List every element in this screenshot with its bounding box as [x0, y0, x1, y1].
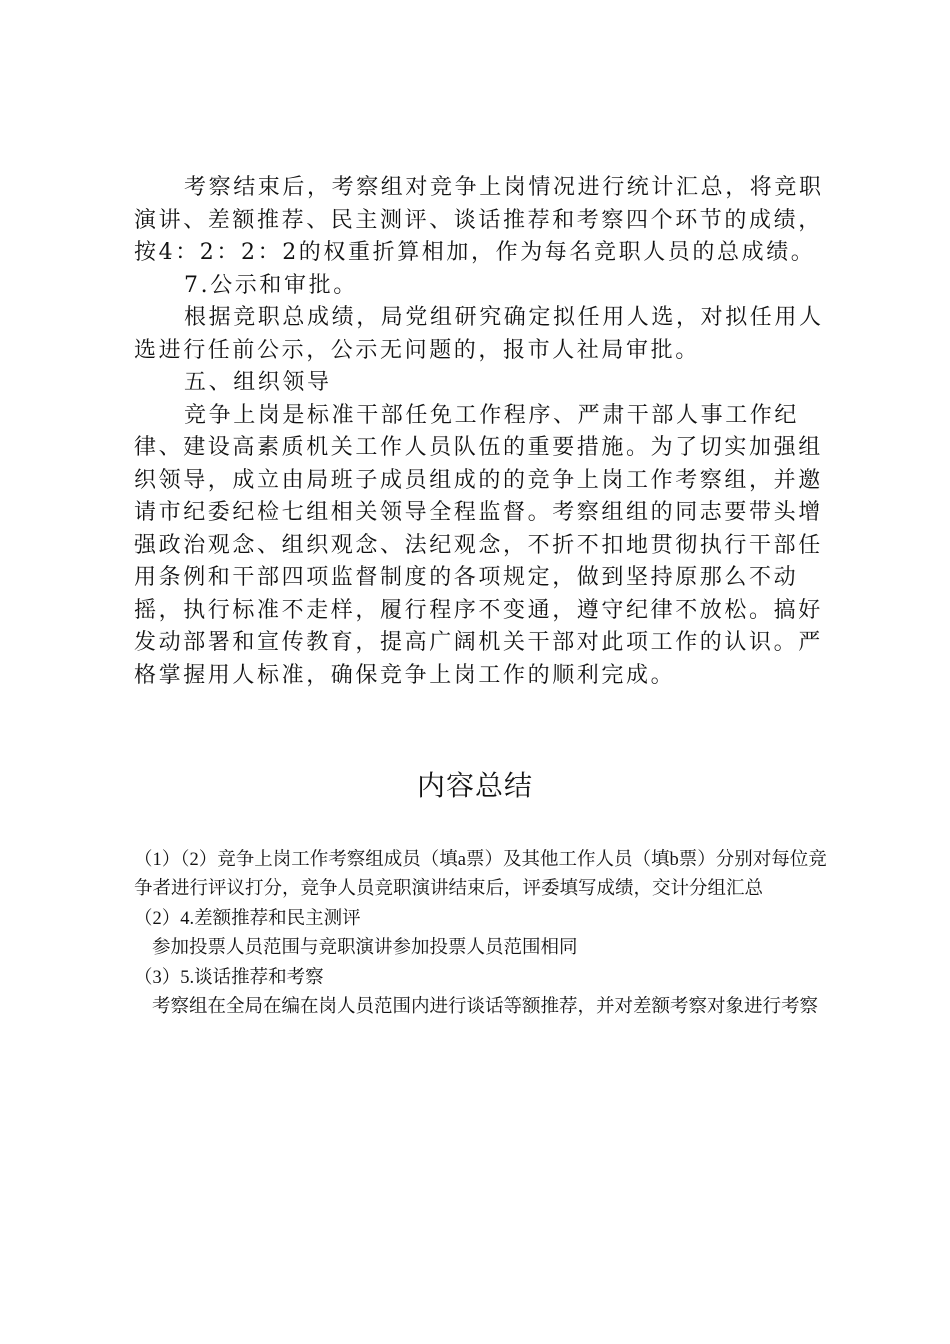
body-text [134, 172, 834, 692]
summary-item-2-heading: （2）4.差额推荐和民主测评 [134, 908, 361, 929]
summary-section [134, 846, 834, 1022]
paragraph-assessment-summary: 考察结束后，考察组对竞争上岗情况进行统计汇总，将竞职演讲、差额推荐、民主测评、谈话推荐和考察四个环节的成绩，按4：2：2：2的权重折算相加，作为每名竞职人员的总成绩。 [134, 175, 824, 265]
paragraph-organization-leadership: 竞争上岗是标准干部任免工作程序、严肃干部人事工作纪律、建设高素质机关工作人员队伍的重要措施。为了切实加强组织领导，成立由局班子成员组成的的竞争上岗工作考察组，并邀请市纪委纪检七组相关领导全程监督。考察组组的同志要带头增强政治观念、组织观念、法纪观念，不折不扣地贯彻执行干部任用条例和干部四项监督制度的各项规定，做到坚持原那么不动摇，执行标准不走样，履行程序不变通，遵守纪律不放松。搞好发动部署和宣传教育，提高广阔机关干部对此项工作的认识。严格掌握用人标准，确保竞争上岗工作的顺利完成。 [134, 402, 823, 688]
summary-item-2-text: 参加投票人员范围与竞职演讲参加投票人员范围相同 [152, 938, 578, 959]
paragraph-publicity-approval: 根据竞职总成绩，局党组研究确定拟任用人选，对拟任用人选进行任前公示，公示无问题的，报市人社局审批。 [134, 305, 824, 363]
section-heading-publicity-approval: 7.公示和审批。 [184, 272, 358, 298]
summary-item-1: （1）（2）竞争上岗工作考察组成员（填a票）及其他工作人员（填b票）分别对每位竞争者进行评议打分，竞争人员竞职演讲结束后，评委填写成绩，交计分组汇总 [134, 850, 827, 900]
summary-item-3-text: 考察组在全局在编在岗人员范围内进行谈话等额推荐，并对差额考察对象进行考察 [152, 997, 819, 1018]
summary-item-3-heading: （3）5.谈话推荐和考察 [134, 967, 324, 988]
summary-title: 内容总结 [416, 769, 533, 802]
section-heading-organization-leadership: 五、组织领导 [184, 370, 332, 395]
